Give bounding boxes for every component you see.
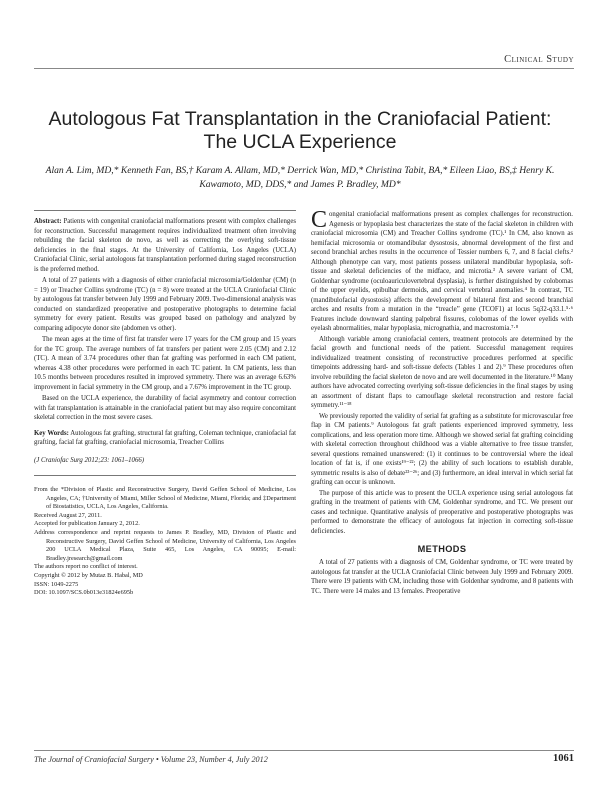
section-label: Clinical Study <box>504 54 574 65</box>
footer-rule <box>34 750 574 751</box>
body-text: ongenital craniofacial malformations present as complex challenges for reconstruction. Agenesis or hypoplasia best characterizes the state of the facial skeleton in children with craniofacial microsomia (CM) and Treacher Collins syndrome (TC).¹ In CM, also known as hemifacial microsomia or otomandibular dysostosis, abnormal development of the first and second branchial arches results in the occurrence of Tessier numbers 6, 7, and 8 facial clefts.² Although phenotype can vary, most patients possess unilateral mandibular hypoplasia, soft-tissue and skeletal deficiencies of the midface, and microtia.³ A severe variant of CM, Goldenhar syndrome (oculoauriculovertebral dysplasia), is further distinguished by colobomas of the upper eyelids, epibulbar dermoids, and cervical vertebral anomalies.⁴ In contrast, TC (mandibulofacial dysostosis) affects the development of bilateral first and second branchial arches and results from a mutation in the “treacle” gene (TCOF1) at locus 5q32-q33.1.⁵·⁶ Features include downward slanting palpebral fissures, colobomas of the lower eyelids with eyelash abnormalities, malar hypoplasia, micrognathia, and macrostomia.⁷·⁸ <box>311 211 573 332</box>
affiliation-line: Accepted for publication January 2, 2012. <box>34 520 140 528</box>
body-paragraph: The purpose of this article was to present the UCLA experience using serial autologous fat grafting in the treatment of patients with CM, Goldenhar syndrome, and TC. We present our cases and technique. Quantitative analysis of preoperative and postoperative photographs was performed to demonstrate the efficacy of autologous fat injection in correcting soft-tissue deficiencies. <box>311 489 573 535</box>
affiliation-line: Address correspondence and reprint requests to James P. Bradley, MD, Division of Plastic and Reconstructive Surgery, David Geffen School of Medicine, University of California, Los Angeles 200 UCLA Medical Plaza, Suite 465, Los Angeles, CA 90095; E-mail: Bradley.jresearch@gmail.com <box>34 528 296 562</box>
affiliation-line: DOI: 10.1097/SCS.0b013e31824e695b <box>34 589 134 597</box>
abstract-text: Patients with congenital craniofacial malformations present with complex challenges for reconstruction. Successful management requires individualized treatment often involving rebuilding the facial skeleton de novo, as well as correcting the overlying soft-tissue deficiencies in the final stages. At the University of California, Los Angeles (UCLA) Craniofacial Clinic, serial autologous fat transplantation performed during staged reconstruction is the preferred method. <box>34 218 296 273</box>
affiliations-block <box>34 486 296 598</box>
body-paragraph: We previously reported the validity of serial fat grafting as a substitute for microvascular free flap in CM patients.⁹ Autologous fat graft patients experienced improved symmetry, less complications, and less operation more time. Although we showed serial fat grafting coinciding with skeletal correction throughout childhood was a viable alternative to free tissue transfer, several questions remained unanswered: (1) it continues to be controversial where the ideal location of fat is, if one exists¹⁹⁻²²; (2) the ability of such locations to establish durable, symmetric results is also of debate²³⁻²⁶; and (3) furthermore, an ideal interval in which serial fat grafting can occur is unknown. <box>311 412 573 486</box>
abstract-box <box>34 210 296 476</box>
affiliation-line: Copyright © 2012 by Mutaz B. Habal, MD <box>34 571 143 579</box>
right-column <box>311 207 573 597</box>
left-column <box>34 210 296 598</box>
body-paragraph: A total of 27 patients with a diagnosis of CM, Goldenhar syndrome, or TC were treated by autologous fat transfer at the UCLA Craniofacial Clinic between July 1999 and February 2009. There were 19 patients with CM, including those with Goldenhar syndrome, and 8 patients with TC. There were 14 males and 13 females. Preoperative <box>311 559 573 595</box>
affiliation-line: ISSN: 1049-2275 <box>34 580 79 588</box>
journal-footer: The Journal of Craniofacial Surgery • Volume 23, Number 4, July 2012 <box>34 755 268 764</box>
abstract-paragraph: The mean ages at the time of first fat transfer were 17 years for the CM group and 15 years for the TC group. The average numbers of fat transfers per patient were 2.05 (CM) and 2.12 (TC). A mean of 3.74 procedures other than fat grafting was performed in each CM patient, whereas 4.38 other procedures were performed in each TC patient. In CM patients, less than 10.5 months between procedures resulted in improved symmetry. There was an average 6.63% improvement in facial symmetry in the CM group, and a 7.67% improvement in the TC group. <box>34 336 296 391</box>
body-paragraph <box>311 207 573 334</box>
citation <box>34 456 296 466</box>
abstract-paragraph: Based on the UCLA experience, the durability of facial asymmetry and contour correction with fat transplantation is attainable in the craniofacial patient but may also require concomitant skeletal correction in the most severe cases. <box>34 395 296 421</box>
article-title: Autologous Fat Transplantation in the Craniofacial Patient: The UCLA Experience <box>48 108 552 153</box>
body-paragraph: Although variable among craniofacial centers, treatment protocols are determined by the facial growth and functional needs of the patient. Successful management requires individualized treatment consisting of reconstructive procedures performed at specific timepoints addressing hard- and soft-tissue defects (Tables 1 and 2).⁹ These procedures often involve rebuilding the facial skeleton de novo and are well documented in the literature.¹⁰ Many authors have advocated correcting overlying soft-tissue deficiencies in the final stages by using an assortment of distant flaps to camouflage skeletal reconstruction and restore facial symmetry.¹¹⁻¹⁸ <box>311 335 573 409</box>
affiliation-line: The authors report no conflict of interest. <box>34 563 138 571</box>
abstract-paragraph <box>34 217 296 274</box>
header-rule <box>34 68 574 69</box>
keywords-text: Autologous fat grafting, structural fat grafting, Coleman technique, craniofacial fat grafting, facial fat grafting, craniofacial microsomia, Treacher Collins <box>34 429 296 446</box>
affiliation-line: Received August 27, 2011. <box>34 511 102 519</box>
author-list: Alan A. Lim, MD,* Kenneth Fan, BS,† Karam A. Allam, MD,* Derrick Wan, MD,* Christina Tabit, BA,* Eileen Liao, BS,‡ Henry K. Kawamoto, MD, DDS,* and James P. Bradley, MD* <box>45 165 555 190</box>
keywords-label: Key Words: <box>34 429 69 437</box>
drop-cap: C <box>311 207 328 233</box>
affiliation-line: From the *Division of Plastic and Reconstructive Surgery, David Geffen School of Medicine, Los Angeles, CA; †University of Miami, Miller School of Medicine, Miami, Florida; and ‡Department of Biostatistics, UCLA, Los Angeles, California. <box>34 486 296 511</box>
methods-heading: METHODS <box>417 544 467 554</box>
abstract-label: Abstract: <box>34 218 62 225</box>
page-number: 1061 <box>553 753 574 764</box>
citation-text: (J Craniofac Surg 2012;23: 1061–1066) <box>34 456 144 464</box>
abstract-paragraph: A total of 27 patients with a diagnosis of either craniofacial microsomia/Goldenhar (CM) (n = 19) or Treacher Collins syndrome (TC) (n = 8) were treated at the UCLA Craniofacial Clinic by autologous fat transfer between July 1999 and February 2009. Two-dimensional analysis was conducted on standardized preoperative and postoperative photographs to determine facial symmetry for every patient. Results was grouped based on pathology and analyzed by comparing adipocyte donor site (abdomen vs other). <box>34 277 296 332</box>
keywords <box>34 429 296 448</box>
